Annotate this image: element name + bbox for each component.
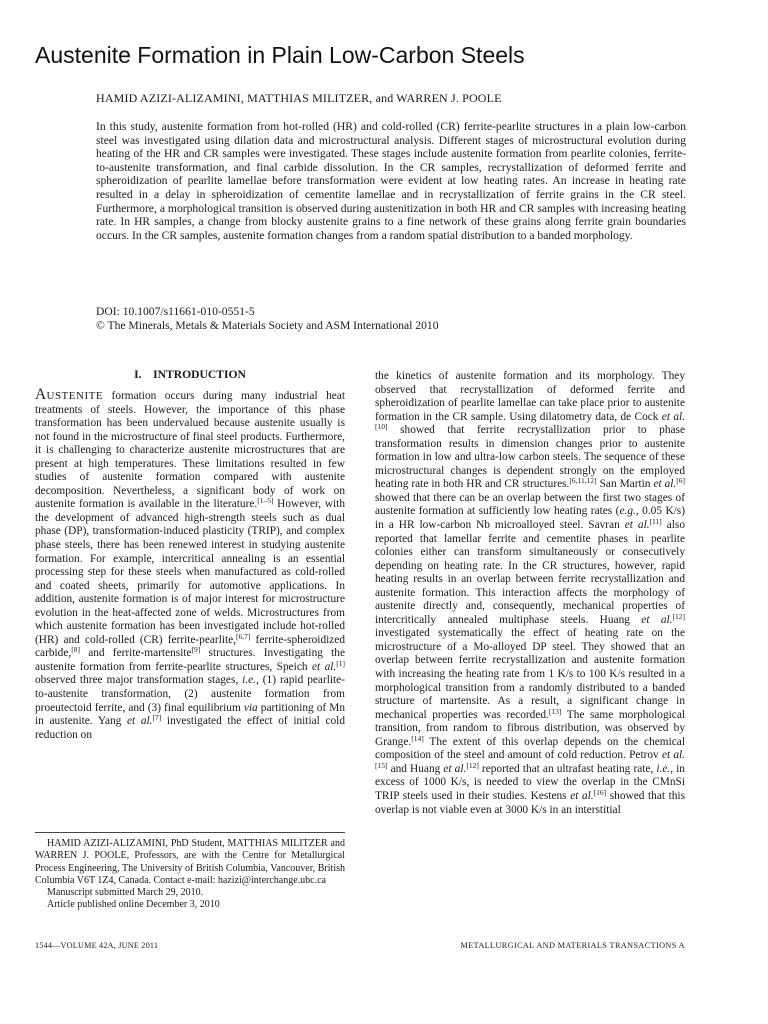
intro-paragraph-continued bbox=[375, 370, 685, 817]
intro-paragraph bbox=[35, 388, 345, 742]
citation[interactable]: [15] bbox=[375, 760, 388, 770]
body-text: investigated systematically the effect of heating rate on the microstructure of a Mo-alloyed DP steel. They showed that an overlap between ferrite recrystallization and austenite formation with increasing the heating rate from 1 K/s to 100 K/s resulted in a morphological transition from a randomly distributed to a banded structure of martensite. As a result, a significant change in mechanical properties was recorded. bbox=[375, 627, 685, 721]
body-text: showed that there can be an overlap between the first two stages of austenite formation at sufficiently low heating rates ( bbox=[375, 491, 685, 518]
body-text: the kinetics of austenite formation and its morphology. They observed that recrystallization of deformed ferrite and spheroidization of pearlite lamellae can take place prior to austenite formation in the CR sample. Using dilatometry data, de Cock bbox=[375, 370, 685, 423]
body-text: San Martin bbox=[596, 478, 654, 491]
body-text-italic: et al. bbox=[127, 715, 153, 728]
dropcap-initial: A bbox=[35, 386, 47, 403]
citation[interactable]: [12] bbox=[672, 611, 685, 621]
submitted-note: Manuscript submitted March 29, 2010. bbox=[47, 887, 204, 899]
paper-title: Austenite Formation in Plain Low-Carbon Steels bbox=[35, 42, 525, 68]
citation[interactable]: [14] bbox=[411, 733, 424, 743]
dropcap-rest: USTENITE bbox=[46, 390, 104, 402]
body-text: However, with the development of advanced high-strength steels such as dual phase (DP), transformation-induced plasticity (TRIP), and complex phase steels, there has been renewed interest in studying austenite formation. For example, intercritical annealing is an essential processing step for these steels when manufactured as cold-rolled and coated sheets, primarily for automotive applications. In addition, austenite formation is of major interest for microstructure evolution in the heat-affected zone of welds. Microstructures from which austenite formation has been investigated include hot-rolled (HR) and cold-rolled (CR) ferrite-pearlite, bbox=[35, 498, 345, 646]
citation[interactable]: [12] bbox=[466, 760, 479, 770]
citation[interactable]: [6] bbox=[676, 476, 686, 486]
citation[interactable]: [9] bbox=[191, 645, 201, 655]
page-footer-volume: 1544—VOLUME 42A, JUNE 2011 bbox=[35, 941, 159, 950]
body-text: ferrite-spheroidized carbide, bbox=[35, 633, 346, 660]
abstract: In this study, austenite formation from hot-rolled (HR) and cold-rolled (CR) ferrite-pearlite structures in a plain low-carbon steel was investigated using dilation data and microstructural analysis. Different stages of microstructural evolution during heating of the HR and CR samples were investigated. These stages include austenite formation from pearlite colonies, ferrite-to-austenite transformation, and final carbide dissolution. In the CR samples, recrystallization of deformed ferrite and spheroidization of pearlite lamellae before transformation were evident at low heating rates. An increase in heating rate resulted in a delay in spheroidization of cementite lamellae and in recrystallization of ferrite grains in the CR steel. Furthermore, a morphological transition is observed during austenitization in both HR and CR samples with increasing heating rate. In HR samples, a change from blocky austenite grains to a fine network of these grains along ferrite grain boundaries occurs. In the CR samples, austenite formation changes from a random spatial distribution to a banded morphology. bbox=[96, 120, 686, 242]
body-text: partitioning of Mn in austenite. Yang bbox=[35, 701, 345, 728]
body-text: , (1) rapid pearlite-to-austenite transformation, (2) austenite formation from proeutectoid ferrite, and (3) final equilibrium bbox=[35, 674, 345, 714]
body-text: formation occurs during many industrial heat treatments of steels. However, the importance of this phase transformation has been undervalued because austenite usually is not found in the microstructure of final steel products. Furthermore, it is challenging to characterize austenite microstructures that are present at high temperatures. These limitations resulted in few studies of austenite formation compared with austenite decomposition. Nevertheless, a significant body of work on austenite formation is available in the literature. bbox=[35, 390, 345, 511]
body-text-italic: i.e. bbox=[656, 762, 671, 775]
author-list: HAMID AZIZI-ALIZAMINI, MATTHIAS MILITZER, and WARREN J. POOLE bbox=[96, 91, 502, 105]
body-text: , 0.05 K/s) in a HR low-carbon Nb microalloyed steel. Savran bbox=[375, 505, 685, 532]
citation[interactable]: [11] bbox=[649, 517, 662, 527]
body-text: investigated the effect of initial cold reduction on bbox=[35, 715, 345, 741]
citation[interactable]: [16] bbox=[593, 787, 607, 797]
body-text-italic: et al. bbox=[653, 478, 677, 491]
body-text: showed that ferrite recrystallization prior to phase transformation results in dimension changes prior to austenite formation in low and ultra-low carbon steels. The sequence of these microstructural changes is dependent strongly on the employed heating rate in both HR and CR structures. bbox=[375, 424, 685, 491]
body-text: The same morphological transition, from random to fibrous distribution, was observed by Grange. bbox=[375, 708, 686, 748]
right-column bbox=[375, 370, 685, 817]
body-text-italic: et al. bbox=[661, 410, 685, 423]
citation[interactable]: [1] bbox=[336, 658, 346, 668]
copyright-line: © The Minerals, Metals & Materials Society and ASM International 2010 bbox=[96, 319, 439, 333]
body-text: structures. Investigating the austenite formation from ferrite-pearlite structures, Speich bbox=[35, 647, 346, 673]
citation[interactable]: [6,7] bbox=[236, 631, 251, 641]
body-text: The extent of this overlap depends on the chemical composition of the steel and amount of cold reduction. Petrov bbox=[375, 735, 685, 762]
section-heading: I. INTRODUCTION bbox=[134, 368, 246, 381]
left-column bbox=[35, 368, 345, 742]
affiliation-note: HAMID AZIZI-ALIZAMINI, PhD Student, MATTHIAS MILITZER and WARREN J. POOLE, Professors, are with the Centre for Metallurgical Process Engineering, The University of British Columbia, Vancouver, British Columbia V6T 1Z4, Canada. Contact e-mail: hazizi@interchange.ubc.ca bbox=[35, 838, 345, 886]
body-text-italic: et al. bbox=[311, 660, 337, 673]
citation[interactable]: [13] bbox=[548, 706, 562, 716]
doi-link[interactable]: DOI: 10.1007/s11661-010-0551-5 bbox=[96, 305, 255, 318]
citation[interactable]: [8] bbox=[71, 645, 80, 655]
body-text-italic: e.g. bbox=[619, 505, 636, 518]
body-text-italic: et al. bbox=[661, 749, 686, 762]
author-footnote bbox=[35, 838, 345, 912]
body-text-italic: i.e. bbox=[242, 674, 256, 687]
page-footer-journal: METALLURGICAL AND MATERIALS TRANSACTIONS A bbox=[460, 941, 685, 950]
body-text: observed three major transformation stages, bbox=[35, 674, 243, 687]
body-text-italic: et al. bbox=[641, 613, 673, 626]
body-text-italic: et al. bbox=[443, 762, 467, 775]
body-text: and ferrite-martensite bbox=[79, 647, 192, 660]
body-text: , in excess of 1000 K/s, is needed to view the overlap in the CMnSi TRIP steels used in their studies. Kestens bbox=[375, 762, 685, 802]
body-text-italic: via bbox=[243, 701, 258, 714]
body-text-italic: et al. bbox=[570, 789, 594, 802]
citation[interactable]: [1–5] bbox=[257, 496, 274, 506]
citation[interactable]: [10] bbox=[375, 422, 388, 432]
body-text-italic: et al. bbox=[624, 519, 650, 532]
doi-block bbox=[96, 305, 686, 333]
published-note: Article published online December 3, 2010 bbox=[47, 899, 220, 911]
footnote-divider bbox=[35, 832, 345, 833]
citation[interactable]: [6,11,12] bbox=[569, 476, 597, 486]
body-text: showed that this overlap is not viable even at 3000 K/s in an interstitial bbox=[375, 789, 685, 816]
citation[interactable]: [7] bbox=[152, 713, 162, 723]
body-text: and Huang bbox=[387, 762, 444, 775]
body-text: also reported that lamellar ferrite and cementite phases in pearlite colonies either can transform simultaneously or consecutively depending on heating rate. In the CR structures, however, rapid heating results in an overlap between ferrite recrystallization and austenite formation. This interaction affects the morphology of austenite directly and, consequently, mechanical properties of intercritically annealed multiphase steels. Huang bbox=[375, 519, 686, 626]
body-text: reported that an ultrafast heating rate, bbox=[478, 762, 657, 775]
